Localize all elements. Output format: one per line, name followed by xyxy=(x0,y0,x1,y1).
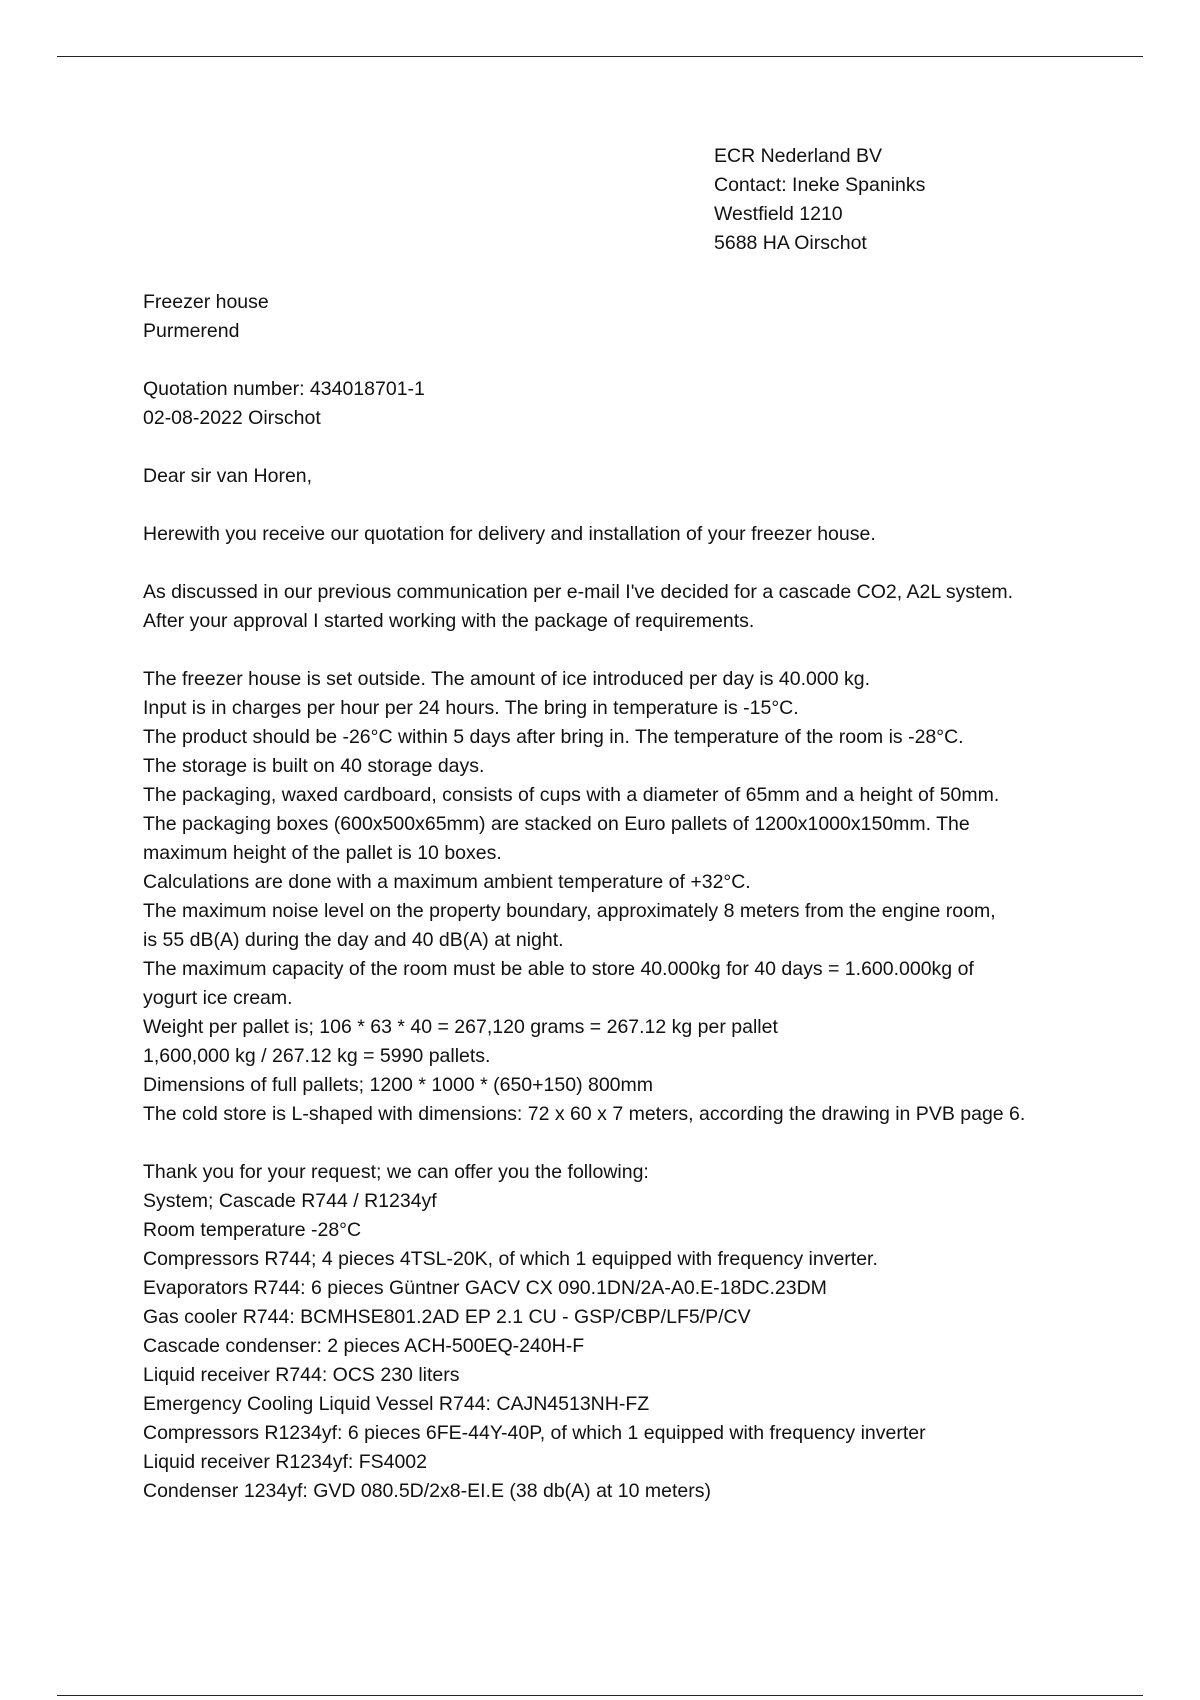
offer-line: System; Cascade R744 / R1234yf xyxy=(143,1190,437,1212)
offer-line: Compressors R1234yf: 6 pieces 6FE-44Y-40P, of which 1 equipped with frequency inverter xyxy=(143,1422,926,1444)
requirements-paragraph xyxy=(143,665,1083,1129)
offer-line: Emergency Cooling Liquid Vessel R744: CAJN4513NH-FZ xyxy=(143,1393,650,1415)
requirement-line: Dimensions of full pallets; 1200 * 1000 * (650+150) 800mm xyxy=(143,1074,654,1096)
offer-line: Evaporators R744: 6 pieces Güntner GACV CX 090.1DN/2A-A0.E-18DC.23DM xyxy=(143,1277,827,1299)
requirement-line: The cold store is L-shaped with dimensions: 72 x 60 x 7 meters, according the drawing in PVB page 6. xyxy=(143,1103,1026,1125)
offer-line: Thank you for your request; we can offer you the following: xyxy=(143,1161,649,1183)
sender-contact: Contact: Ineke Spaninks xyxy=(714,174,926,196)
requirement-line: maximum height of the pallet is 10 boxes. xyxy=(143,842,502,864)
discussion-paragraph xyxy=(143,578,1083,636)
offer-line: Liquid receiver R744: OCS 230 liters xyxy=(143,1364,460,1386)
bottom-divider xyxy=(57,1695,1143,1696)
sender-address-block xyxy=(714,142,925,258)
discussion-line: As discussed in our previous communication per e-mail I've decided for a cascade CO2, A2L system. xyxy=(143,581,1014,603)
requirement-line: The maximum capacity of the room must be able to store 40.000kg for 40 days = 1.600.000kg of xyxy=(143,958,974,980)
recipient-city: Purmerend xyxy=(143,320,240,342)
requirement-line: The product should be -26°C within 5 days after bring in. The temperature of the room is -28°C. xyxy=(143,726,964,748)
requirement-line: 1,600,000 kg / 267.12 kg = 5990 pallets. xyxy=(143,1045,491,1067)
requirement-line: yogurt ice cream. xyxy=(143,987,293,1009)
quotation-number: Quotation number: 434018701-1 xyxy=(143,378,425,400)
top-divider xyxy=(57,56,1143,57)
quotation-block xyxy=(143,375,1083,433)
requirement-line: The maximum noise level on the property boundary, approximately 8 meters from the engine room, xyxy=(143,900,996,922)
requirement-line: The packaging boxes (600x500x65mm) are stacked on Euro pallets of 1200x1000x150mm. The xyxy=(143,813,970,835)
sender-postal-city: 5688 HA Oirschot xyxy=(714,232,867,254)
intro-paragraph: Herewith you receive our quotation for delivery and installation of your freezer house. xyxy=(143,523,876,545)
requirement-line: Input is in charges per hour per 24 hours. The bring in temperature is -15°C. xyxy=(143,697,799,719)
requirement-line: The storage is built on 40 storage days. xyxy=(143,755,485,777)
offer-line: Liquid receiver R1234yf: FS4002 xyxy=(143,1451,427,1473)
sender-street: Westfield 1210 xyxy=(714,203,843,225)
requirement-line: Weight per pallet is; 106 * 63 * 40 = 267,120 grams = 267.12 kg per pallet xyxy=(143,1016,778,1038)
offer-line: Compressors R744; 4 pieces 4TSL-20K, of which 1 equipped with frequency inverter. xyxy=(143,1248,878,1270)
sender-company: ECR Nederland BV xyxy=(714,145,882,167)
salutation: Dear sir van Horen, xyxy=(143,465,313,487)
requirement-line: is 55 dB(A) during the day and 40 dB(A) at night. xyxy=(143,929,564,951)
quotation-date: 02-08-2022 Oirschot xyxy=(143,407,321,429)
offer-line: Gas cooler R744: BCMHSE801.2AD EP 2.1 CU - GSP/CBP/LF5/P/CV xyxy=(143,1306,751,1328)
requirement-line: The freezer house is set outside. The amount of ice introduced per day is 40.000 kg. xyxy=(143,668,870,690)
recipient-block xyxy=(143,288,1083,346)
letter-body xyxy=(143,288,1083,1506)
requirement-line: The packaging, waxed cardboard, consists of cups with a diameter of 65mm and a height of 50mm. xyxy=(143,784,1000,806)
offer-line: Condenser 1234yf: GVD 080.5D/2x8-EI.E (38 db(A) at 10 meters) xyxy=(143,1480,711,1502)
discussion-line: After your approval I started working with the package of requirements. xyxy=(143,610,755,632)
requirement-line: Calculations are done with a maximum ambient temperature of +32°C. xyxy=(143,871,751,893)
recipient-name: Freezer house xyxy=(143,291,269,313)
offer-line: Cascade condenser: 2 pieces ACH-500EQ-240H-F xyxy=(143,1335,585,1357)
offer-list xyxy=(143,1158,1083,1506)
offer-line: Room temperature -28°C xyxy=(143,1219,362,1241)
